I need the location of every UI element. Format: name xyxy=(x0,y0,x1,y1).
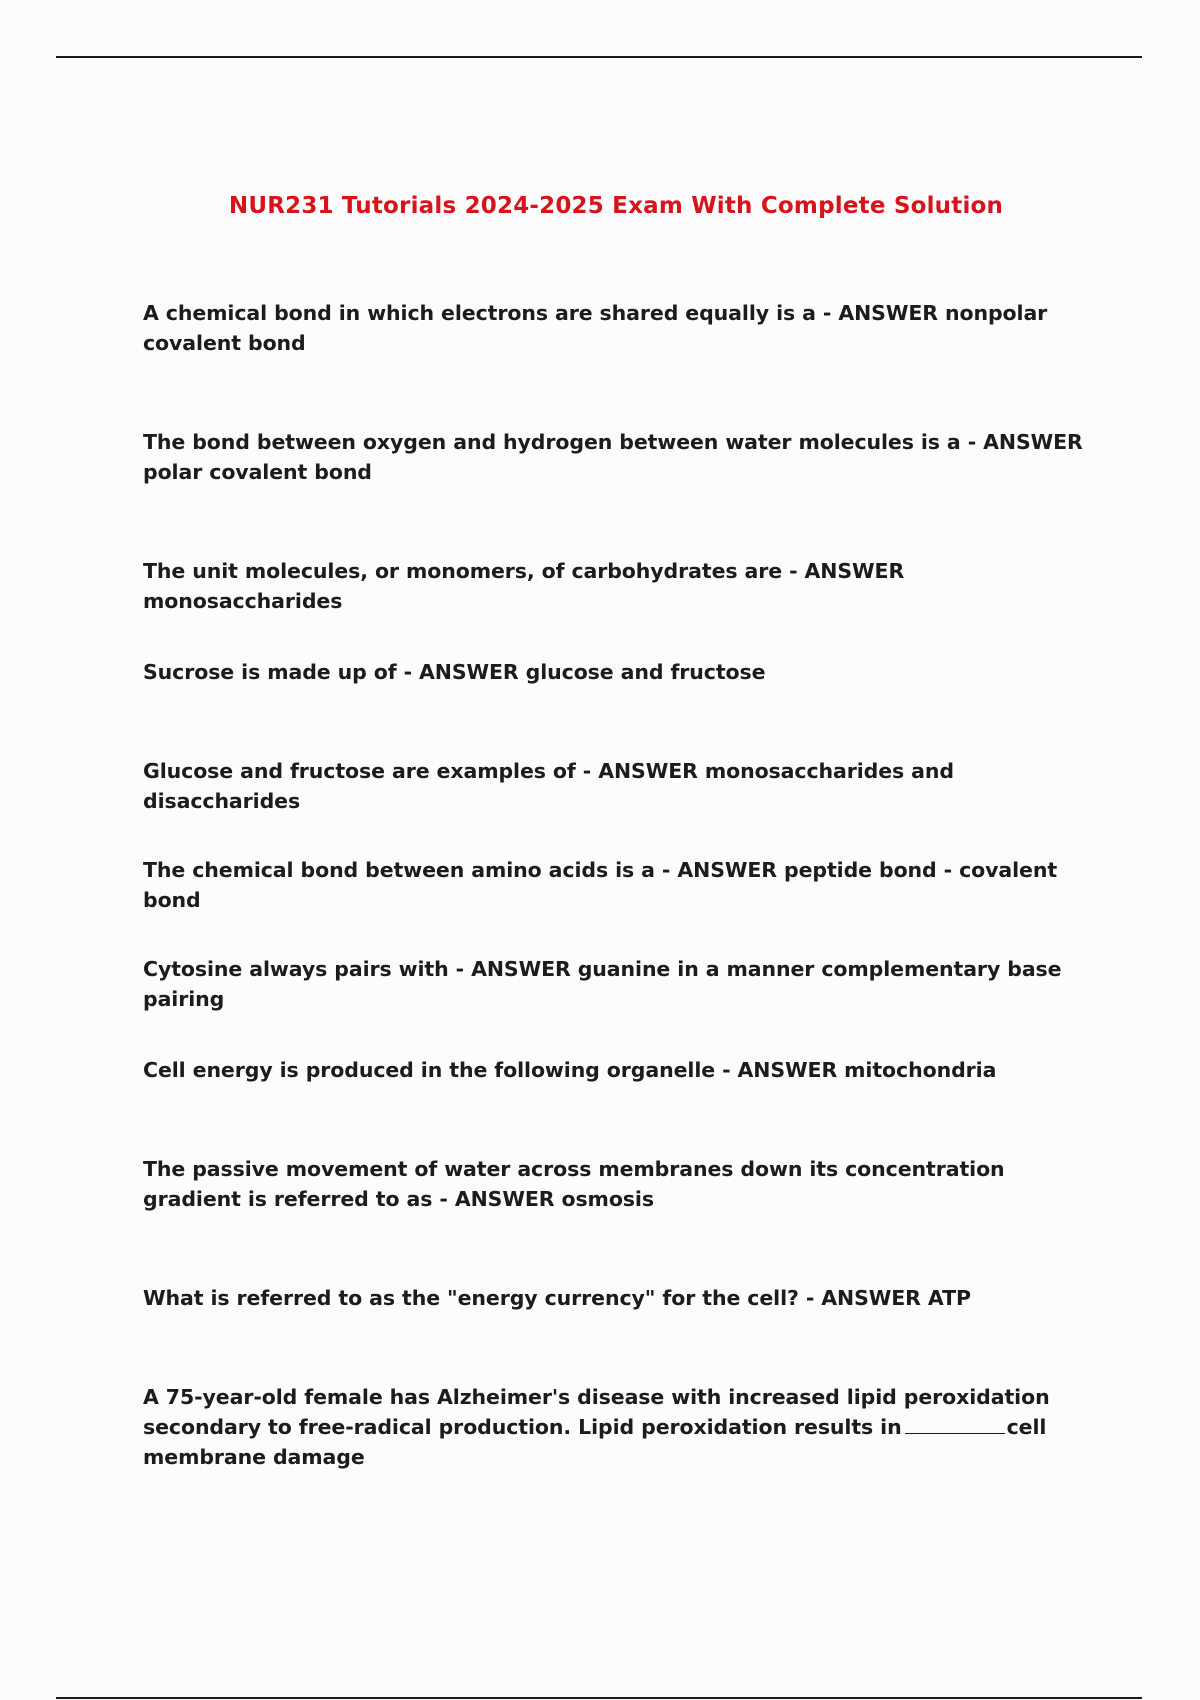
answer-separator: - ANSWER xyxy=(782,559,905,583)
answer-text: glucose and fructose xyxy=(525,660,766,684)
question-text: The unit molecules, or monomers, of carbohydrates are xyxy=(143,559,783,583)
qa-item xyxy=(143,298,1098,358)
qa-item-last xyxy=(143,1382,1098,1472)
question-text: A chemical bond in which electrons are shared equally is a xyxy=(143,301,816,325)
document-title: NUR231 Tutorials 2024-2025 Exam With Complete Solution xyxy=(228,193,1004,219)
question-text: The passive movement of water across membranes down its concentration gradient is referred to as xyxy=(143,1157,1005,1211)
answer-text: monosaccharides and disaccharides xyxy=(143,759,954,813)
answer-text: monosaccharides xyxy=(143,589,343,613)
answer-text: mitochondria xyxy=(844,1058,997,1082)
question-text: Sucrose is made up of xyxy=(143,660,397,684)
answer-text: guanine in a manner complementary base pairing xyxy=(143,957,1062,1011)
answer-text: peptide bond - covalent bond xyxy=(143,858,1058,912)
qa-item xyxy=(143,855,1098,915)
answer-separator: - ANSWER xyxy=(798,1286,928,1310)
answer-separator: - ANSWER xyxy=(815,301,945,325)
answer-separator: - ANSWER xyxy=(654,858,784,882)
qa-item xyxy=(143,1154,1098,1214)
question-text: What is referred to as the "energy currency" for the cell? xyxy=(143,1286,799,1310)
question-text: The bond between oxygen and hydrogen between water molecules is a xyxy=(143,430,961,454)
answer-separator: - ANSWER xyxy=(432,1187,562,1211)
question-text: Cytosine always pairs with xyxy=(143,957,449,981)
answer-text: osmosis xyxy=(561,1187,654,1211)
top-divider xyxy=(56,56,1142,58)
qa-item xyxy=(143,556,1098,616)
bottom-divider xyxy=(56,1697,1142,1699)
answer-separator: - ANSWER xyxy=(960,430,1083,454)
question-text: The chemical bond between amino acids is a xyxy=(143,858,655,882)
qa-item xyxy=(143,1283,1098,1313)
fill-in-blank xyxy=(905,1433,1005,1434)
answer-text: nonpolar covalent bond xyxy=(143,301,1048,355)
answer-separator: - ANSWER xyxy=(396,660,526,684)
qa-item xyxy=(143,954,1098,1014)
question-text: Glucose and fructose are examples of xyxy=(143,759,576,783)
answer-separator: - ANSWER xyxy=(448,957,578,981)
question-text-continued: cell membrane damage xyxy=(143,1415,1047,1469)
answer-text: ATP xyxy=(927,1286,971,1310)
qa-item xyxy=(143,756,1098,816)
qa-item xyxy=(143,1055,1098,1085)
answer-separator: - ANSWER xyxy=(575,759,705,783)
question-text: A 75-year-old female has Alzheimer's disease with increased lipid peroxidation secondary to free-radical production. Lipid peroxidation results in xyxy=(143,1385,1050,1439)
answer-separator: - ANSWER xyxy=(715,1058,845,1082)
qa-item xyxy=(143,427,1098,487)
answer-text: polar covalent bond xyxy=(143,460,372,484)
question-text: Cell energy is produced in the following organelle xyxy=(143,1058,716,1082)
qa-item xyxy=(143,657,1098,687)
